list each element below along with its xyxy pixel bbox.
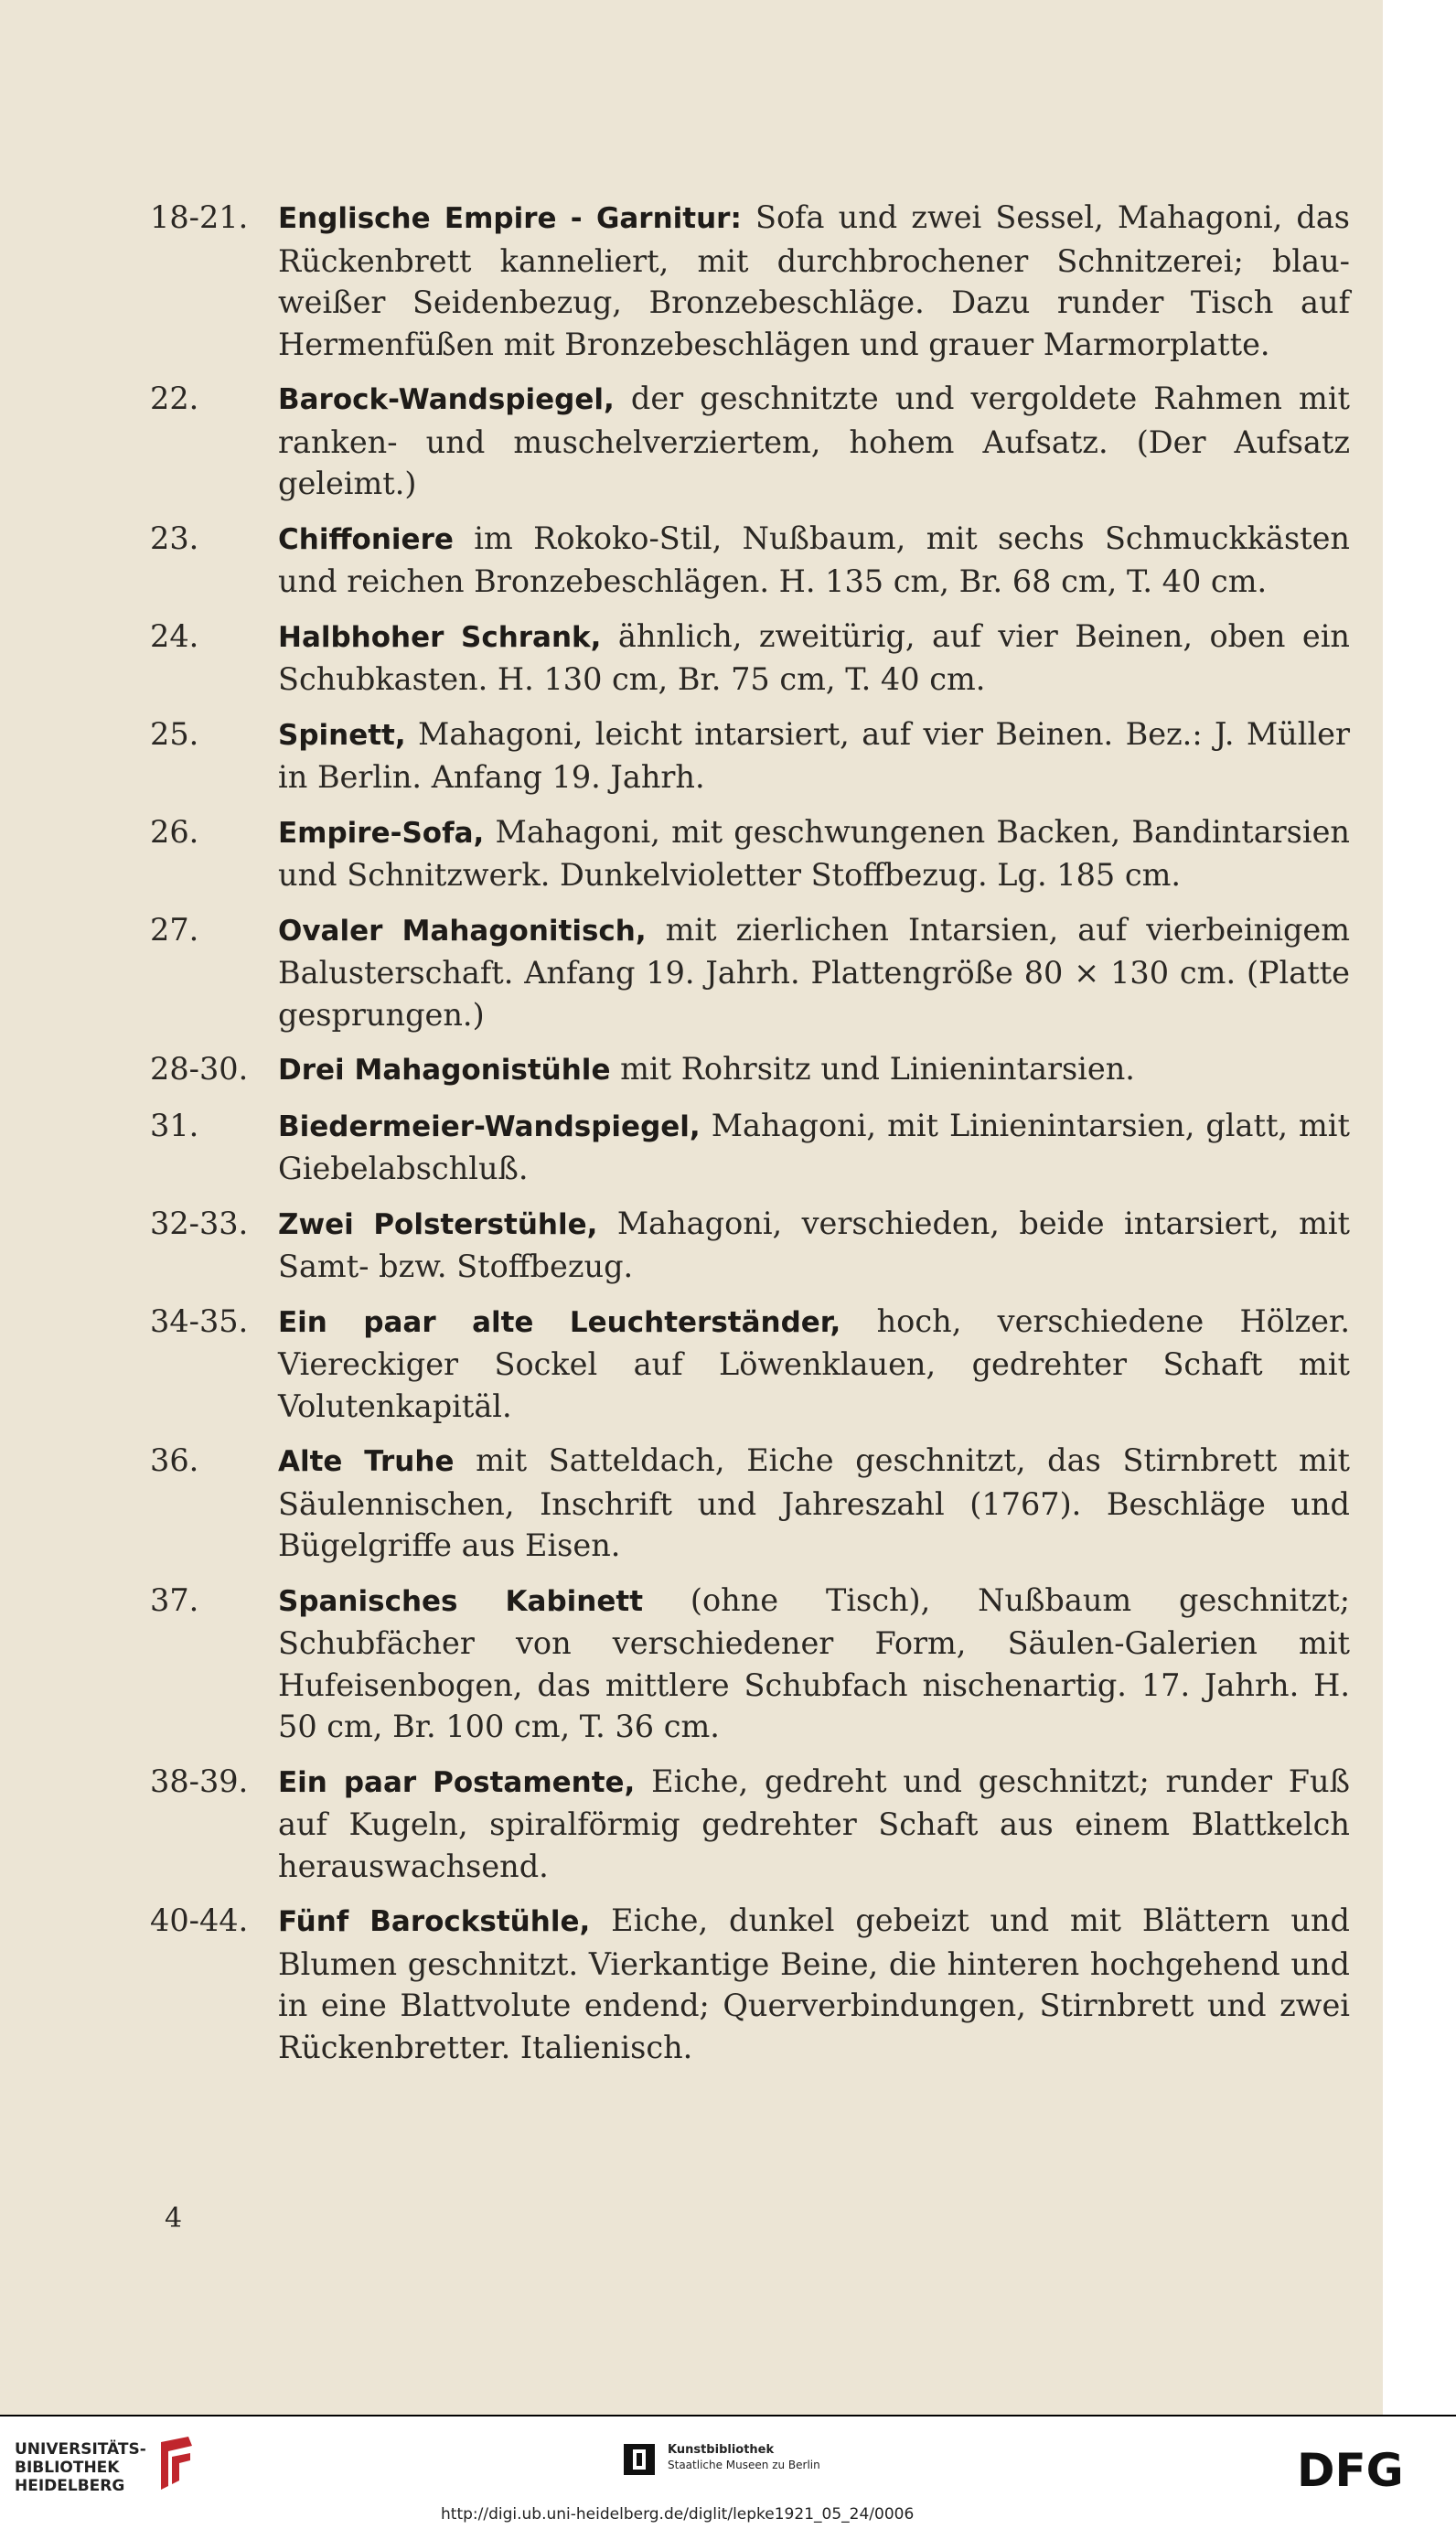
entry-text: hoch, verschiedene Hölzer. Viereckiger Sockel auf Löwenklauen, gedrehter Schaft mit Volutenkapitäl. <box>278 1302 1350 1424</box>
entry-heading: Spinett, <box>278 718 406 752</box>
footer-bar <box>0 2415 1456 2529</box>
entry-heading: Halbhoher Schrank, <box>278 620 602 654</box>
entry-heading: Ovaler Mahagonitisch, <box>278 914 647 948</box>
entry-heading: Drei Mahagonistühle <box>278 1054 611 1087</box>
entry-number: 22. <box>150 380 199 416</box>
catalog-entry <box>150 197 1351 365</box>
entry-text: Mahagoni, verschieden, beide intarsiert, mit Samt- bzw. Stoffbezug. <box>278 1205 1351 1284</box>
entry-heading: Barock-Wandspiegel, <box>278 383 615 416</box>
catalog-entry <box>150 1203 1351 1288</box>
page-margin <box>1383 0 1456 2415</box>
entry-text: im Rokoko-Stil, Nußbaum, mit sechs Schmuckkästen und reichen Bronzebeschlägen. H. 135 cm, Br. 68 cm, T. 40 cm. <box>278 520 1350 599</box>
entry-heading: Englische Empire - Garnitur: <box>278 202 742 235</box>
entry-text: ähnlich, zweitürig, auf vier Beinen, oben ein Schubkasten. H. 130 cm, Br. 75 cm, T. 40 cm. <box>278 617 1350 697</box>
entry-number: 26. <box>150 813 199 850</box>
catalog-entry <box>150 1105 1350 1190</box>
catalog-entries <box>150 197 1351 2081</box>
entry-heading: Biedermeier-Wandspiegel, <box>278 1109 701 1143</box>
entry-text: Sofa und zwei Sessel, Mahagoni, das Rückenbrett kanneliert, mit durchbrochener Schnitzerei; blau-weißer Seidenbezug, Bronzebeschläge. Dazu runder Tisch auf Hermenfüßen mit Bronzebeschlägen und grauer Marmorplatte. <box>278 199 1351 362</box>
entry-heading: Spanisches Kabinett <box>278 1584 644 1618</box>
kb-subtitle: Staatliche Museen zu Berlin <box>668 2459 820 2471</box>
kunstbibliothek-logo-icon <box>624 2444 655 2475</box>
entry-text: (ohne Tisch), Nußbaum geschnitzt; Schubfächer von verschiedener Form, Säulen-Galerien mit Hufeisenbogen, das mittlere Schubfach nischenartig. 17. Jahrh. H. 50 cm, Br. 100 cm, T. 36 cm. <box>278 1581 1350 1744</box>
entry-heading: Ein paar Postamente, <box>278 1765 636 1799</box>
entry-number: 27. <box>150 911 199 948</box>
entry-number: 18-21. <box>150 199 249 235</box>
entry-number: 25. <box>150 715 199 752</box>
catalog-entry <box>150 811 1350 896</box>
entry-text: Mahagoni, mit geschwungenen Backen, Bandintarsien und Schnitzwerk. Dunkelvioletter Stoffbezug. Lg. 185 cm. <box>278 813 1350 893</box>
entry-number: 31. <box>150 1107 199 1143</box>
entry-number: 40-44. <box>150 1902 249 1938</box>
catalog-entry <box>150 1900 1350 2068</box>
catalog-entry <box>150 518 1350 603</box>
dfg-logo-icon[interactable] <box>1297 2446 1436 2491</box>
entry-number: 36. <box>150 1442 199 1478</box>
entry-text: Eiche, dunkel gebeizt und mit Blättern und Blumen geschnitzt. Vierkantige Beine, die hinteren hochgehend und in eine Blattvolute endend; Querverbindungen, Stirnbrett und zwei Rückenbretter. Italienisch. <box>278 1902 1350 2065</box>
catalog-entry <box>150 378 1350 505</box>
entry-heading: Alte Truhe <box>278 1445 455 1478</box>
entry-heading: Ein paar alte Leuchterständer, <box>278 1305 841 1339</box>
dfg-logo-text: DFG <box>1297 2446 1404 2491</box>
entry-text: mit Satteldach, Eiche geschnitzt, das Stirnbrett mit Säulennischen, Inschrift und Jahreszahl (1767). Beschläge und Bügelgriffe aus Eisen. <box>278 1442 1350 1563</box>
library-name-line: BIBLIOTHEK <box>15 2459 120 2477</box>
kunstbibliothek-label <box>668 2442 820 2472</box>
permalink-url[interactable]: http://digi.ub.uni-heidelberg.de/diglit/lepke1921_05_24/0006 <box>441 2505 915 2524</box>
catalog-entry <box>150 616 1350 701</box>
entry-number: 24. <box>150 617 199 654</box>
entry-heading: Zwei Polsterstühle, <box>278 1207 598 1241</box>
catalog-entry <box>150 1048 1350 1092</box>
entry-number: 23. <box>150 520 199 556</box>
catalog-entry <box>150 909 1350 1036</box>
entry-text: Mahagoni, leicht intarsiert, auf vier Beinen. Bez.: J. Müller in Berlin. Anfang 19. Jahrh. <box>278 715 1350 795</box>
entry-text: der geschnitzte und vergoldete Rahmen mit ranken- und muschelverziertem, hohem Aufsatz. (Der Aufsatz geleimt.) <box>278 380 1350 501</box>
university-library-logo[interactable] <box>15 2440 146 2495</box>
catalog-entry <box>150 1761 1351 1888</box>
library-logo-icon <box>152 2433 198 2497</box>
entry-heading: Fünf Barockstühle, <box>278 1905 591 1938</box>
library-name-line: HEIDELBERG <box>15 2477 125 2495</box>
entry-heading: Empire-Sofa, <box>278 816 485 850</box>
entry-number: 28-30. <box>150 1051 249 1087</box>
entry-text: Eiche, gedreht und geschnitzt; runder Fuß auf Kugeln, spiralförmig gedrehter Schaft aus einem Blattkelch herauswachsend. <box>278 1763 1351 1884</box>
catalog-entry <box>150 1440 1350 1567</box>
catalog-entry <box>150 1580 1350 1748</box>
library-name-line: UNIVERSITÄTS- <box>15 2440 146 2459</box>
entry-text: mit zierlichen Intarsien, auf vierbeinigem Balusterschaft. Anfang 19. Jahrh. Plattengröße 80 × 130 cm. (Platte gesprungen.) <box>278 911 1350 1033</box>
entry-number: 38-39. <box>150 1763 249 1799</box>
entry-number: 37. <box>150 1581 199 1618</box>
entry-text: mit Rohrsitz und Linienintarsien. <box>610 1051 1135 1087</box>
entry-number: 32-33. <box>150 1205 249 1241</box>
page-number: 4 <box>165 2202 183 2234</box>
catalog-entry <box>150 1301 1350 1428</box>
kb-name: Kunstbibliothek <box>668 2443 775 2457</box>
entry-number: 34-35. <box>150 1302 249 1339</box>
catalog-entry <box>150 713 1350 798</box>
entry-text: Mahagoni, mit Linienintarsien, glatt, mit Giebelabschluß. <box>278 1107 1350 1186</box>
entry-heading: Chiffoniere <box>278 522 454 556</box>
